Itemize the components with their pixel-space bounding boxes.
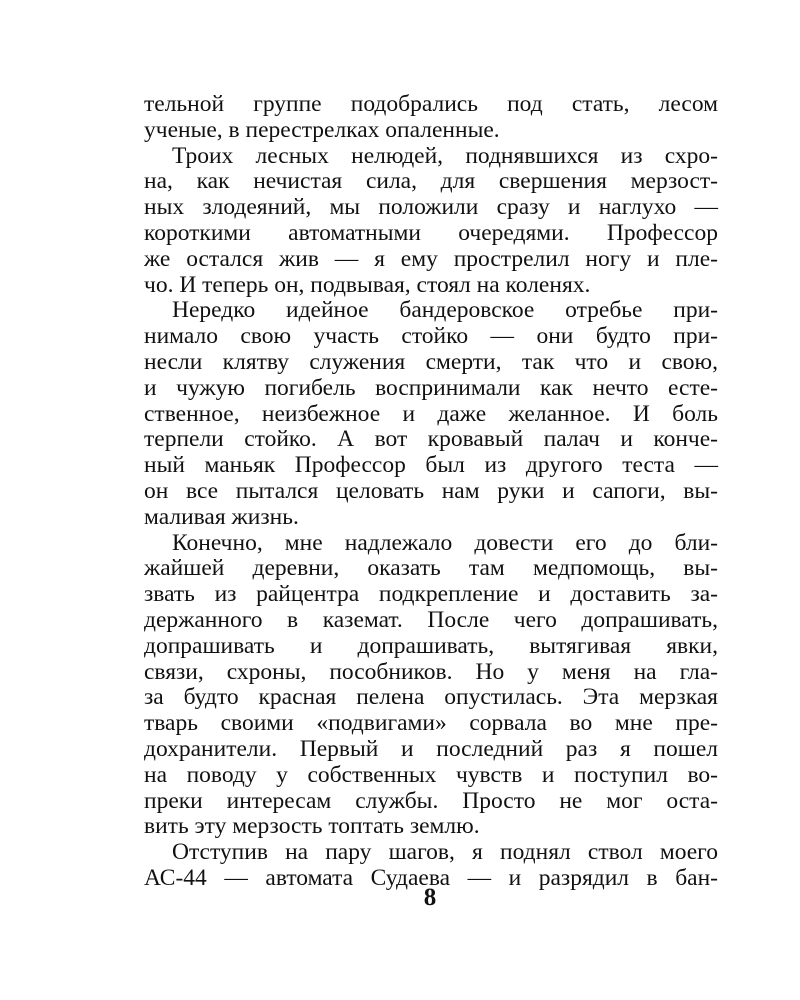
body-text	[144, 92, 718, 892]
text-line: тварь своими «подвигами» сорвала во мне пре-	[144, 710, 718, 737]
text-line: звать из райцентра подкрепление и доставить за-	[144, 581, 718, 608]
text-line: на поводу у собственных чувств и поступил во-	[144, 761, 718, 788]
text-line: связи, схроны, пособников. Но у меня на гла-	[144, 658, 718, 685]
text-line: за будто красная пелена опустилась. Эта мерзкая	[144, 684, 718, 711]
text-line: терпели стойко. А вот кровавый палач и конче-	[144, 426, 718, 453]
text-line: же остался жив — я ему прострелил ногу и пле-	[144, 245, 718, 272]
text-line: несли клятву служения смерти, так что и свою,	[144, 348, 718, 375]
text-line: вить эту мерзость топтать землю.	[144, 813, 480, 840]
text-line: он все пытался целовать нам руки и сапоги, вы-	[144, 477, 718, 504]
text-line: дохранители. Первый и последний раз я пошел	[144, 735, 718, 762]
text-line: нимало свою участь стойко — они будто при-	[144, 323, 718, 350]
text-line: АС-44 — автомата Судаева — и разрядил в бан-	[144, 864, 718, 891]
text-line: короткими автоматными очередями. Профессор	[144, 219, 718, 246]
paragraph-first-line: Нередко идейное бандеровское отребье при-	[172, 297, 718, 324]
page-number: 8	[423, 884, 437, 911]
text-line: маливая жизнь.	[144, 503, 299, 530]
text-line: чо. И теперь он, подвывая, стоял на коленях.	[144, 271, 591, 298]
text-line: допрашивать и допрашивать, вытягивая явки,	[144, 632, 718, 659]
text-line: ный маньяк Профессор был из другого теста —	[144, 452, 718, 479]
text-line: и чужую погибель воспринимали как нечто есте-	[144, 374, 718, 401]
paragraph-first-line: Троих лесных нелюдей, поднявшихся из схро-	[172, 142, 718, 169]
text-line: ученые, в перестрелках опаленные.	[144, 116, 500, 143]
text-line: ных злодеяний, мы положили сразу и наглухо —	[144, 194, 718, 221]
text-line: жайшей деревни, оказать там медпомощь, вы-	[144, 555, 718, 582]
text-line: преки интересам службы. Просто не мог оста-	[144, 787, 718, 814]
paragraph-first-line: Отступив на пару шагов, я поднял ствол моего	[172, 839, 718, 866]
text-line: тельной группе подобрались под стать, лесом	[144, 91, 718, 117]
text-line: на, как нечистая сила, для свершения мерзост-	[144, 168, 718, 195]
text-line: ственное, неизбежное и даже желанное. И боль	[144, 400, 718, 427]
text-line: держанного в каземат. После чего допрашивать,	[144, 606, 718, 633]
paragraph-first-line: Конечно, мне надлежало довести его до бли-	[172, 529, 718, 556]
